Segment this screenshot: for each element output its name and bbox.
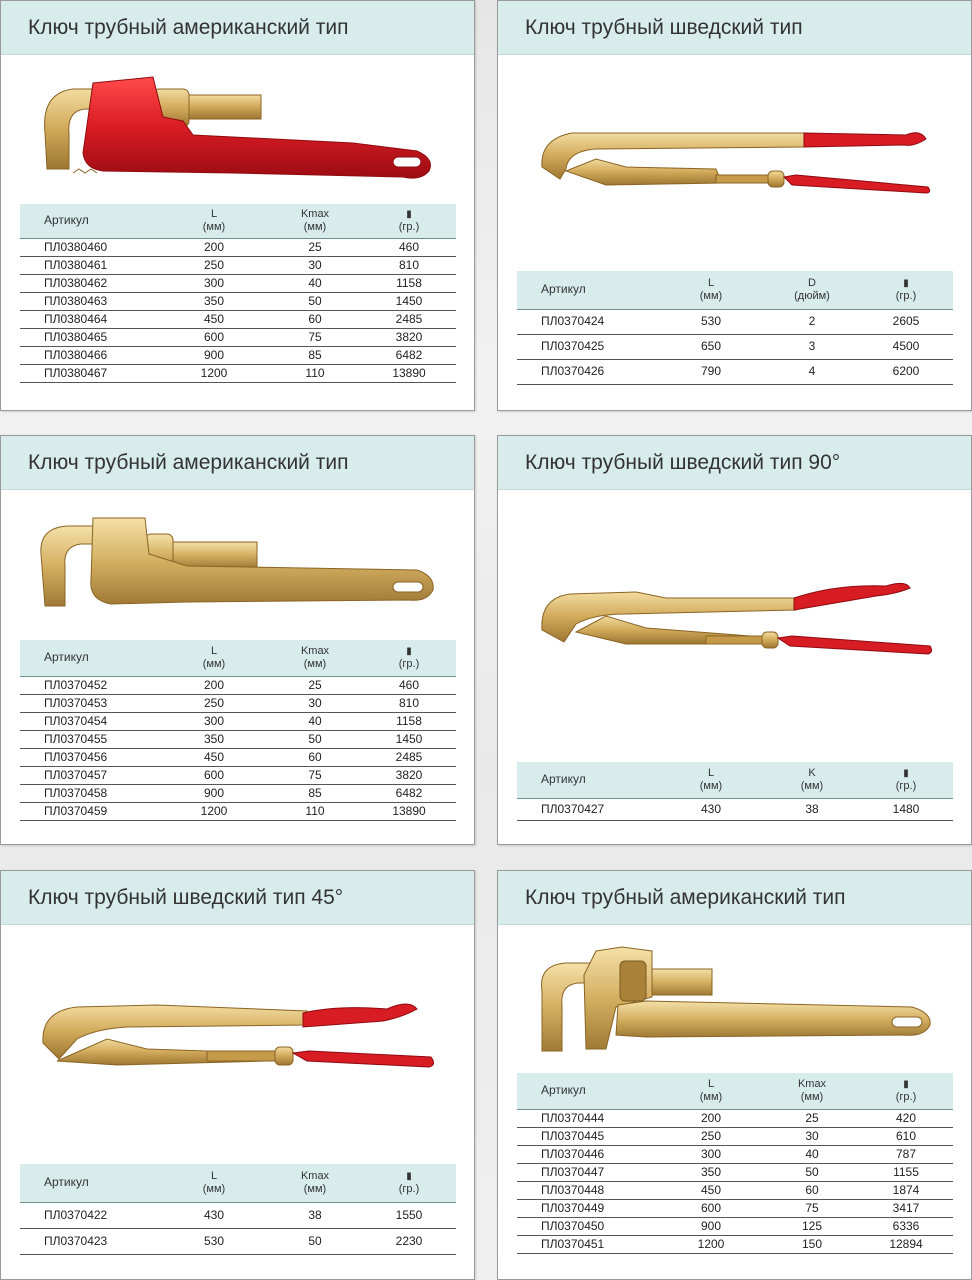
cell-size: 50 [765,1163,859,1181]
cell-weight: 1158 [362,274,456,292]
cell-article: ПЛ0370452 [20,676,160,694]
cell-size: 25 [765,1109,859,1127]
product-card-american-red [0,0,475,411]
product-card-swedish-45 [0,870,475,1280]
card-title: Ключ трубный шведский тип 90° [525,451,841,474]
cell-article: ПЛ0370453 [20,694,160,712]
cell-size: 30 [268,694,362,712]
cell-weight: 787 [859,1145,953,1163]
cell-size: 50 [268,1228,362,1254]
table-row [20,730,456,748]
weight-icon: ▮ [903,767,909,779]
card-title: Ключ трубный американский тип [28,451,349,474]
cell-weight: 1158 [362,712,456,730]
spec-table [517,271,953,385]
spec-table [517,762,953,821]
cell-weight: 6336 [859,1217,953,1235]
col-header-length: L (мм) [657,762,765,798]
col-header-weight: ▮ (гр.) [362,1164,456,1202]
cell-article: ПЛ0370427 [517,798,657,820]
table-body [517,1109,953,1253]
col-header-weight: ▮ (гр.) [859,762,953,798]
cell-size: 85 [268,346,362,364]
spec-table [20,204,456,383]
cell-size: 30 [268,256,362,274]
cell-weight: 1874 [859,1181,953,1199]
table-body [20,1202,456,1254]
cell-article: ПЛ0370444 [517,1109,657,1127]
cell-weight: 1480 [859,798,953,820]
cell-size: 40 [765,1145,859,1163]
cell-article: ПЛ0370457 [20,766,160,784]
card-title: Ключ трубный американский тип [28,16,349,39]
cell-article: ПЛ0370426 [517,359,657,384]
cell-article: ПЛ0380467 [20,364,160,382]
table-header-row [517,762,953,798]
spec-table [20,640,456,821]
cell-weight: 4500 [859,334,953,359]
table-row [20,346,456,364]
cell-size: 50 [268,292,362,310]
col-header-length: L (мм) [657,271,765,309]
cell-length: 530 [657,309,765,334]
cell-weight: 6482 [362,784,456,802]
cell-length: 300 [657,1145,765,1163]
cell-size: 25 [268,238,362,256]
cell-article: ПЛ0380461 [20,256,160,274]
cell-length: 900 [160,784,268,802]
cell-article: ПЛ0370458 [20,784,160,802]
cell-article: ПЛ0380462 [20,274,160,292]
cell-size: 75 [765,1199,859,1217]
table-row [517,1235,953,1253]
table-row [517,1181,953,1199]
col-header-weight: ▮ (гр.) [859,1073,953,1109]
cell-length: 1200 [160,364,268,382]
cell-article: ПЛ0370449 [517,1199,657,1217]
cell-size: 50 [268,730,362,748]
cell-article: ПЛ0380460 [20,238,160,256]
product-card-swedish-90 [497,435,972,845]
col-header-article: Артикул [517,271,657,309]
spec-table [20,1164,456,1255]
cell-size: 25 [268,676,362,694]
col-header-article: Артикул [20,1164,160,1202]
cell-article: ПЛ0370448 [517,1181,657,1199]
cell-article: ПЛ0370456 [20,748,160,766]
cell-size: 38 [268,1202,362,1228]
cell-size: 110 [268,364,362,382]
col-header-diameter: D (дюйм) [765,271,859,309]
cell-article: ПЛ0370424 [517,309,657,334]
cell-weight: 810 [362,694,456,712]
table-row [20,676,456,694]
cell-size: 85 [268,784,362,802]
table-row [20,748,456,766]
table-body [517,309,953,384]
table-header-row [20,1164,456,1202]
weight-icon: ▮ [406,1170,412,1182]
cell-length: 430 [657,798,765,820]
cell-size: 40 [268,274,362,292]
table-row [517,1217,953,1235]
card-title: Ключ трубный шведский тип 45° [28,886,344,909]
cell-weight: 810 [362,256,456,274]
cell-weight: 2605 [859,309,953,334]
cell-article: ПЛ0370459 [20,802,160,820]
weight-icon: ▮ [903,1078,909,1090]
cell-length: 430 [160,1202,268,1228]
table-body [20,676,456,820]
cell-article: ПЛ0370450 [517,1217,657,1235]
weight-icon: ▮ [903,277,909,289]
cell-size: 75 [268,328,362,346]
cell-size: 60 [765,1181,859,1199]
cell-length: 450 [657,1181,765,1199]
col-header-kmax: Kmax (мм) [268,204,362,238]
cell-length: 1200 [657,1235,765,1253]
cell-length: 300 [160,274,268,292]
cell-length: 250 [160,256,268,274]
cell-weight: 1155 [859,1163,953,1181]
cell-length: 300 [160,712,268,730]
cell-length: 350 [657,1163,765,1181]
weight-icon: ▮ [406,208,412,220]
cell-article: ПЛ0370445 [517,1127,657,1145]
weight-icon: ▮ [406,645,412,657]
table-row [20,238,456,256]
cell-length: 600 [657,1199,765,1217]
american-pipe-wrench-brass-icon [37,514,439,612]
cell-size: 60 [268,310,362,328]
table-row [20,712,456,730]
cell-article: ПЛ0380463 [20,292,160,310]
cell-article: ПЛ0370422 [20,1202,160,1228]
table-row [20,1202,456,1228]
cell-weight: 1450 [362,730,456,748]
table-row [20,256,456,274]
table-body [20,238,456,382]
cell-article: ПЛ0380464 [20,310,160,328]
cell-weight: 2485 [362,748,456,766]
table-row [20,1228,456,1254]
col-header-length: L (мм) [657,1073,765,1109]
table-row [517,1145,953,1163]
cell-weight: 12894 [859,1235,953,1253]
cell-length: 530 [160,1228,268,1254]
card-header [498,436,971,490]
product-card-american-heavy [497,870,972,1280]
col-header-article: Артикул [517,1073,657,1109]
card-header [498,1,971,55]
cell-article: ПЛ0370446 [517,1145,657,1163]
col-header-kmax: Kmax (мм) [268,640,362,676]
cell-weight: 610 [859,1127,953,1145]
table-row [517,1199,953,1217]
product-card-swedish [497,0,972,411]
card-header [1,1,474,55]
cell-article: ПЛ0370447 [517,1163,657,1181]
cell-length: 650 [657,334,765,359]
table-row [517,1163,953,1181]
table-row [20,310,456,328]
table-row [20,784,456,802]
cell-article: ПЛ0380466 [20,346,160,364]
cell-weight: 1550 [362,1202,456,1228]
cell-weight: 3417 [859,1199,953,1217]
table-row [20,802,456,820]
swedish-pipe-wrench-90-icon [536,580,936,662]
table-header-row [517,271,953,309]
col-header-weight: ▮ (гр.) [362,204,456,238]
card-header [1,871,474,925]
cell-size: 110 [268,802,362,820]
cell-article: ПЛ0370454 [20,712,160,730]
table-row [517,309,953,334]
cell-size: 60 [268,748,362,766]
card-title: Ключ трубный шведский тип [525,16,803,39]
cell-weight: 2230 [362,1228,456,1254]
table-row [517,1127,953,1145]
table-header-row [20,640,456,676]
table-row [20,766,456,784]
cell-weight: 2485 [362,310,456,328]
cell-weight: 460 [362,238,456,256]
card-title: Ключ трубный американский тип [525,886,846,909]
cell-length: 250 [160,694,268,712]
cell-weight: 420 [859,1109,953,1127]
american-pipe-wrench-heavy-brass-icon [536,945,936,1057]
cell-weight: 6482 [362,346,456,364]
american-pipe-wrench-red-icon [33,73,438,191]
cell-size: 30 [765,1127,859,1145]
cell-size: 2 [765,309,859,334]
cell-size: 150 [765,1235,859,1253]
cell-weight: 1450 [362,292,456,310]
col-header-weight: ▮ (гр.) [859,271,953,309]
col-header-length: L (мм) [160,204,268,238]
cell-size: 75 [268,766,362,784]
table-row [517,334,953,359]
col-header-weight: ▮ (гр.) [362,640,456,676]
swedish-pipe-wrench-icon [536,123,936,205]
cell-length: 900 [160,346,268,364]
cell-size: 125 [765,1217,859,1235]
table-body [517,798,953,820]
cell-length: 1200 [160,802,268,820]
swedish-pipe-wrench-45-icon [37,999,439,1079]
col-header-length: L (мм) [160,640,268,676]
table-row [20,694,456,712]
cell-size: 40 [268,712,362,730]
product-card-american-brass [0,435,475,845]
spec-table [517,1073,953,1254]
table-row [20,292,456,310]
cell-article: ПЛ0380465 [20,328,160,346]
col-header-article: Артикул [20,204,160,238]
table-header-row [20,204,456,238]
col-header-kmax: Kmax (мм) [268,1164,362,1202]
cell-weight: 13890 [362,802,456,820]
cell-weight: 6200 [859,359,953,384]
col-header-length: L (мм) [160,1164,268,1202]
card-header [1,436,474,490]
cell-length: 600 [160,766,268,784]
cell-length: 350 [160,730,268,748]
table-row [20,328,456,346]
cell-length: 790 [657,359,765,384]
cell-size: 38 [765,798,859,820]
cell-article: ПЛ0370423 [20,1228,160,1254]
cell-length: 600 [160,328,268,346]
cell-weight: 3820 [362,766,456,784]
cell-weight: 13890 [362,364,456,382]
col-header-k: K (мм) [765,762,859,798]
table-row [20,274,456,292]
cell-size: 4 [765,359,859,384]
cell-length: 350 [160,292,268,310]
cell-weight: 3820 [362,328,456,346]
table-header-row [517,1073,953,1109]
cell-weight: 460 [362,676,456,694]
card-header [498,871,971,925]
cell-article: ПЛ0370455 [20,730,160,748]
table-row [20,364,456,382]
cell-article: ПЛ0370425 [517,334,657,359]
table-row [517,1109,953,1127]
cell-length: 450 [160,310,268,328]
table-row [517,359,953,384]
col-header-article: Артикул [20,640,160,676]
cell-length: 200 [657,1109,765,1127]
cell-length: 900 [657,1217,765,1235]
cell-article: ПЛ0370451 [517,1235,657,1253]
cell-size: 3 [765,334,859,359]
cell-length: 200 [160,238,268,256]
cell-length: 200 [160,676,268,694]
col-header-kmax: Kmax (мм) [765,1073,859,1109]
col-header-article: Артикул [517,762,657,798]
cell-length: 450 [160,748,268,766]
cell-length: 250 [657,1127,765,1145]
table-row [517,798,953,820]
